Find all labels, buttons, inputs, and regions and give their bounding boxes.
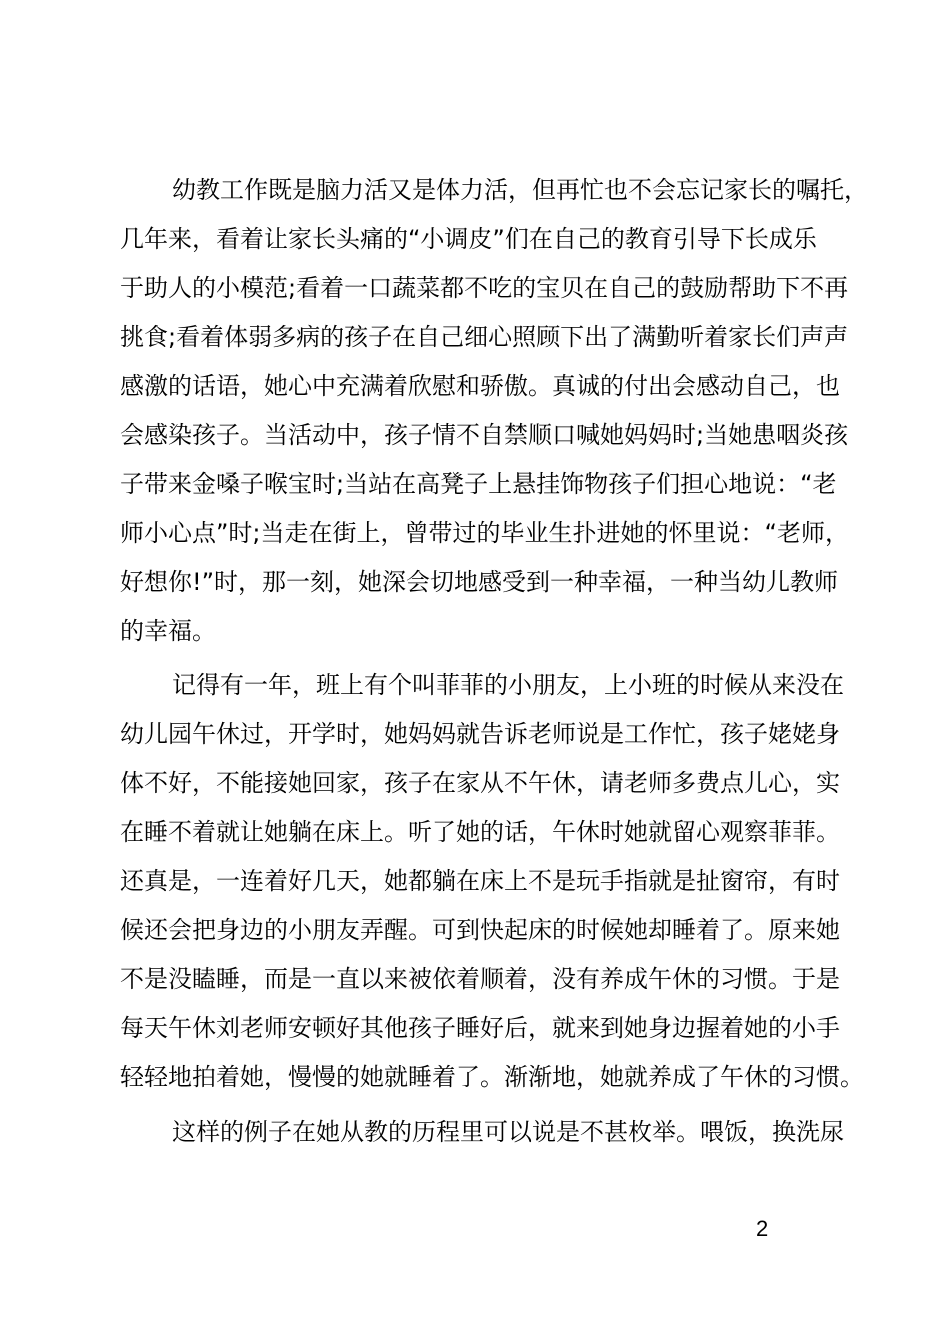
text-line: 子带来金嗓子喉宝时;当站在高凳子上悬挂饰物孩子们担心地说：“老 [120,470,837,498]
text-line: 候还会把身边的小朋友弄醒。可到快起床的时候她却睡着了。原来她 [120,916,840,944]
text-line: 体不好，不能接她回家，孩子在家从不午休，请老师多费点儿心，实 [120,769,840,797]
text-line: 会感染孩子。当活动中，孩子情不自禁顺口喊她妈妈时;当她患咽炎孩 [120,421,849,449]
text-line: 感激的话语，她心中充满着欣慰和骄傲。真诚的付出会感动自己，也 [120,372,840,400]
text-line: 每天午休刘老师安顿好其他孩子睡好后，就来到她身边握着她的小手 [120,1014,840,1042]
text-line: 在睡不着就让她躺在床上。听了她的话，午休时她就留心观察菲菲。 [120,818,840,846]
text-line: 轻轻地拍着她，慢慢的她就睡着了。渐渐地，她就养成了午休的习惯。 [120,1063,864,1091]
text-line: 记得有一年，班上有个叫菲菲的小朋友，上小班的时候从来没在 [172,671,844,699]
text-line: 还真是，一连着好几天，她都躺在床上不是玩手指就是扯窗帘，有时 [120,867,840,895]
text-line: 这样的例子在她从教的历程里可以说是不甚枚举。喂饭，换洗尿 [172,1118,844,1146]
text-line: 不是没瞌睡，而是一直以来被依着顺着，没有养成午休的习惯。于是 [120,965,840,993]
text-line: 好想你!”时，那一刻，她深会切地感受到一种幸福，一种当幼儿教师 [120,568,839,596]
text-line: 幼教工作既是脑力活又是体力活，但再忙也不会忘记家长的嘱托， [172,176,868,204]
text-line: 师小心点”时;当走在街上，曾带过的毕业生扑进她的怀里说：“老师， [120,519,849,547]
text-line: 于助人的小模范;看着一口蔬菜都不吃的宝贝在自己的鼓励帮助下不再 [120,274,849,302]
text-line: 几年来，看着让家长头痛的“小调皮”们在自己的教育引导下长成乐 [120,225,817,253]
text-line: 的幸福。 [120,617,216,645]
page-number: 2 [756,1216,769,1241]
text-line: 挑食;看着体弱多病的孩子在自己细心照顾下出了满勤听着家长们声声 [120,323,849,351]
text-line: 幼儿园午休过，开学时，她妈妈就告诉老师说是工作忙，孩子姥姥身 [120,720,840,748]
